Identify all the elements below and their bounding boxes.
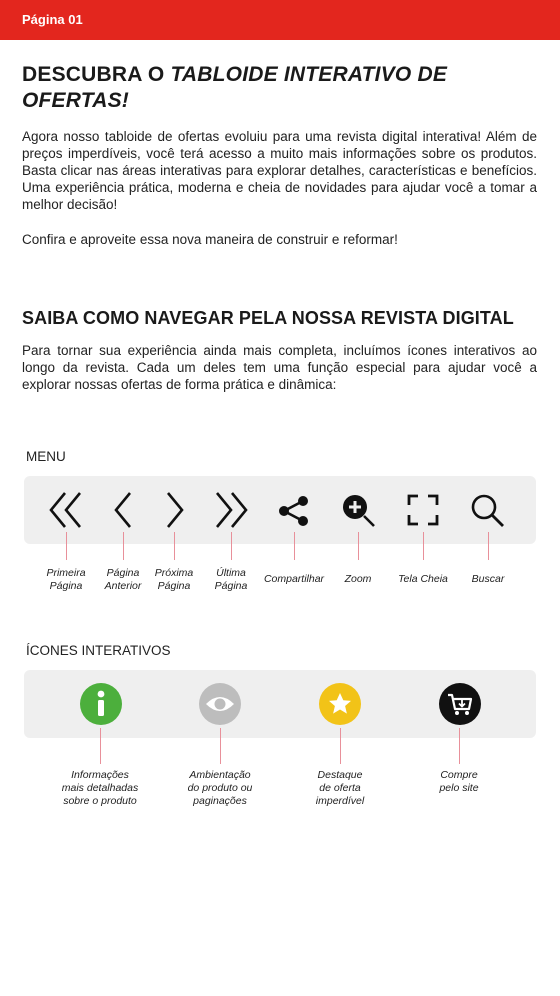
cart-icon[interactable] — [438, 682, 482, 726]
last-page-icon[interactable] — [212, 490, 250, 530]
menu-connector — [231, 532, 232, 560]
menu-section-label: MENU — [26, 449, 66, 464]
menu-label-previous-page: Página Anterior — [104, 567, 142, 592]
menu-label-last-page: Última Página — [214, 567, 248, 592]
menu-connector — [294, 532, 295, 560]
eye-icon[interactable] — [198, 682, 242, 726]
intro-title-normal: DESCUBRA O — [22, 63, 171, 86]
menu-connector — [174, 532, 175, 560]
menu-label-search: Buscar — [471, 573, 505, 585]
menu-label-first-page: Primeira Página — [46, 567, 86, 592]
zoom-icon[interactable] — [340, 492, 378, 530]
next-page-icon[interactable] — [162, 490, 188, 530]
previous-page-icon[interactable] — [110, 490, 136, 530]
search-icon[interactable] — [470, 493, 506, 529]
menu-connector — [66, 532, 67, 560]
menu-connector — [488, 532, 489, 560]
menu-label-zoom: Zoom — [344, 573, 372, 585]
navigation-title: SAIBA COMO NAVEGAR PELA NOSSA REVISTA DIGITAL — [22, 308, 514, 328]
star-icon[interactable] — [318, 682, 362, 726]
navigation-paragraph: Para tornar sua experiência ainda mais completa, incluímos ícones interativos ao longo da revista. Cada um deles tem uma função especial para ajudar você a explorar nossas ofertas de forma prática e dinâmica: — [22, 343, 537, 392]
intro-title-italic: TABLOIDE INTERATIVO DE OFERTAS! — [22, 63, 448, 112]
intro-paragraph: Agora nosso tabloide de ofertas evoluiu para uma revista digital interativa! Além de preços imperdíveis, você terá acesso a muito mais informações sobre os produtos. Basta clicar nas áreas interativas para explorar detalhes, características e benefícios. Uma experiência prática, moderna e cheia de novidades para ajudar você a tomar a melhor decisão! — [22, 129, 537, 212]
interactive-label-star: Destaque de oferta imperdível — [315, 769, 365, 807]
menu-connector — [123, 532, 124, 560]
interactive-connector — [459, 728, 460, 764]
menu-connector — [358, 532, 359, 560]
interactive-connector — [100, 728, 101, 764]
page-header-bar — [0, 0, 560, 40]
menu-label-next-page: Próxima Página — [154, 567, 194, 592]
share-icon[interactable] — [276, 493, 312, 529]
info-icon[interactable] — [79, 682, 123, 726]
fullscreen-icon[interactable] — [406, 493, 440, 527]
interactive-label-cart: Compre pelo site — [439, 769, 479, 794]
interactive-label-info: Informações mais detalhadas sobre o produto — [61, 769, 139, 807]
first-page-icon[interactable] — [47, 490, 85, 530]
interactive-connector — [220, 728, 221, 764]
interactive-section-label: ÍCONES INTERATIVOS — [26, 643, 171, 658]
intro-closing: Confira e aproveite essa nova maneira de construir e reformar! — [22, 232, 398, 247]
intro-title — [22, 62, 542, 114]
interactive-connector — [340, 728, 341, 764]
menu-connector — [423, 532, 424, 560]
page-label: Página 01 — [22, 12, 83, 27]
menu-label-share: Compartilhar — [263, 573, 325, 585]
menu-label-fullscreen: Tela Cheia — [398, 573, 448, 585]
interactive-label-eye: Ambientação do produto ou paginações — [187, 769, 253, 807]
